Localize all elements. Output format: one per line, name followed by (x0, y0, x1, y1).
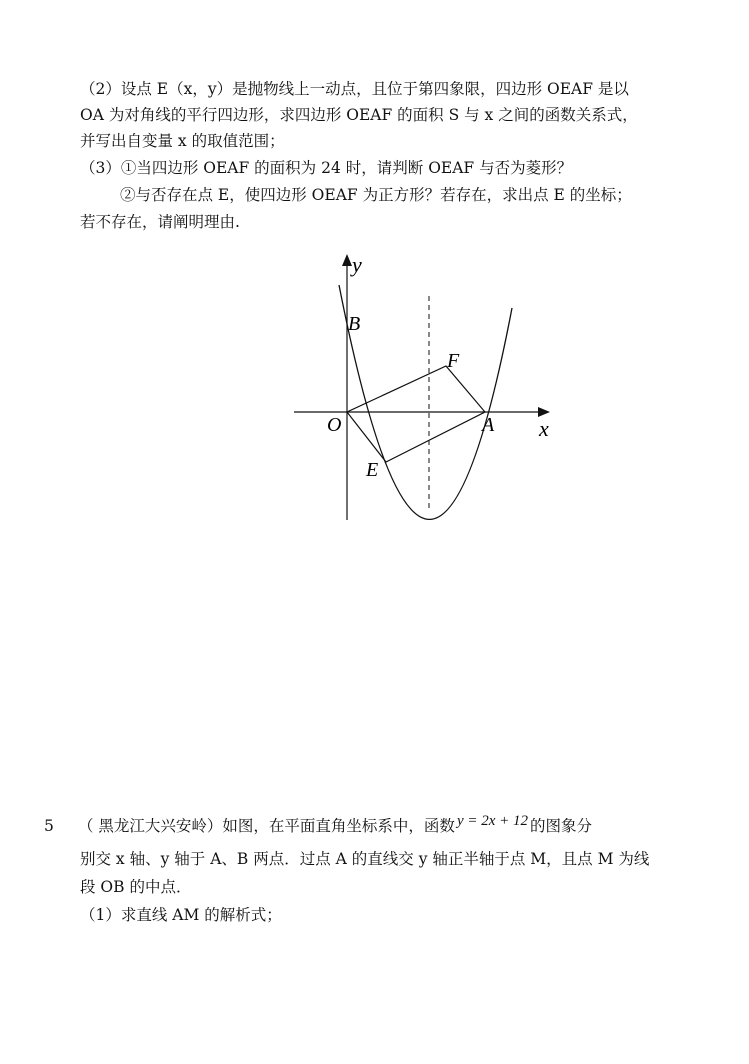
problem4-q3-line1: （3）①当四边形 OEAF 的面积为 24 时，请判断 OEAF 与否为菱形？ (80, 159, 573, 177)
problem5-q1: （1）求直线 AM 的解析式； (80, 906, 282, 924)
point-b-label: B (348, 313, 361, 335)
point-a-label: A (482, 414, 495, 436)
y-axis-arrow (342, 254, 352, 266)
problem4-q2-line2: OA 为对角线的平行四边形，求四边形 OEAF 的面积 S 与 x 之间的函数关系式， (80, 106, 638, 124)
y-axis-label: y (352, 252, 362, 277)
problem5-line1-a: （ 黑龙江大兴安岭）如图，在平面直角坐标系中，函数 (78, 817, 455, 835)
problem5-line1-b: 的图象分 (530, 817, 593, 835)
x-axis-label: x (539, 416, 549, 441)
origin-label: O (327, 414, 342, 436)
problem5-line1 (78, 815, 592, 838)
problem4-q3-line2: ②与否存在点 E，使四边形 OEAF 为正方形？若存在，求出点 E 的坐标； (120, 186, 632, 204)
problem4-q2-line3: 并写出自变量 x 的取值范围； (80, 132, 285, 150)
problem4-q3-line3: 若不存在，请阐明理由. (80, 213, 240, 231)
parabola-curve (339, 285, 512, 519)
point-f-label: F (447, 350, 460, 372)
problem4-q2-line1: （2）设点 E（x，y）是抛物线上一动点，且位于第四象限，四边形 OEAF 是以 (80, 80, 629, 98)
problem5-line2: 别交 x 轴、y 轴于 A、B 两点．过点 A 的直线交 y 轴正半轴于点 M，且点 M 为线 (80, 850, 650, 868)
point-e-label: E (366, 459, 379, 481)
problem5-number: 5 (44, 817, 54, 835)
problem5-formula: y = 2x + 12 (456, 813, 528, 829)
parallelogram-oeaf (347, 366, 485, 462)
problem5-line3: 段 OB 的中点． (80, 878, 192, 896)
